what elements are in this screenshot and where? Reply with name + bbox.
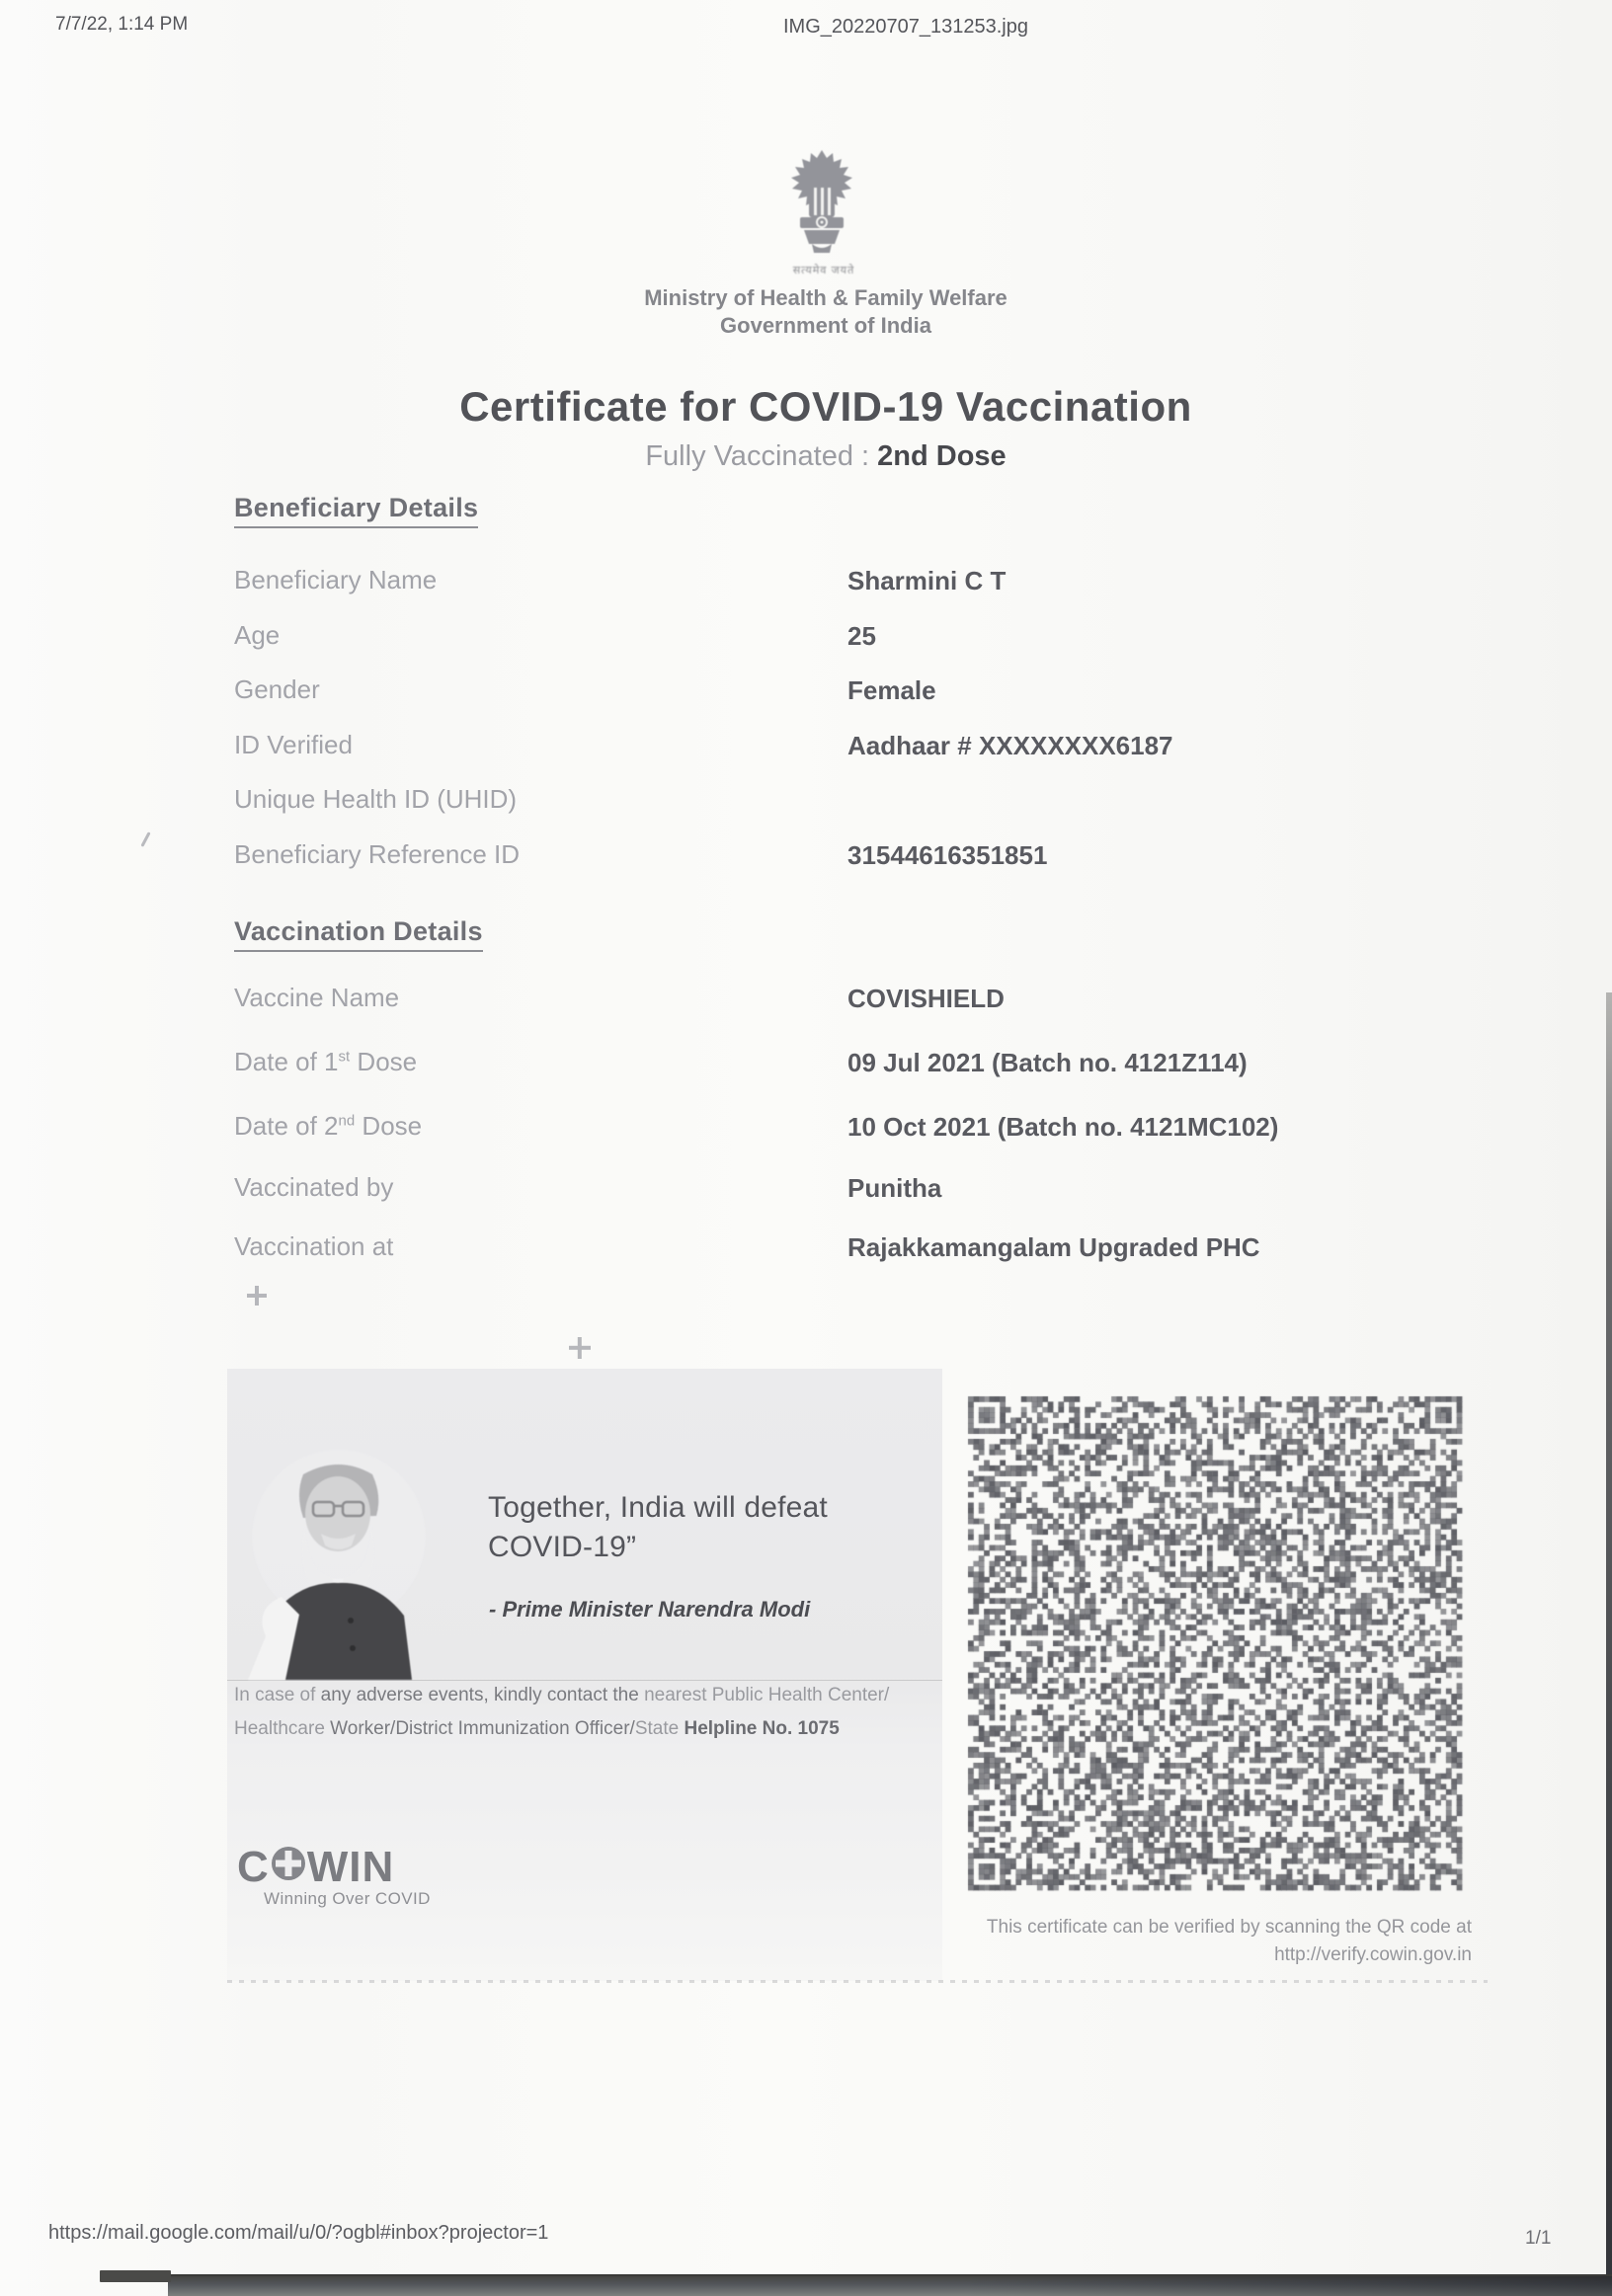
ordinal-sup: nd <box>338 1112 356 1130</box>
certificate-subtitle <box>645 440 1006 473</box>
qr-caption <box>958 1914 1472 1969</box>
card-bottom-edge <box>227 1980 1488 1983</box>
scan-edge-shade <box>168 2276 1612 2296</box>
label-date-2nd-dose <box>234 1111 422 1142</box>
pm-photo <box>234 1443 443 1680</box>
advisory-text: Healthcare <box>234 1718 331 1739</box>
print-page-number: 1/1 <box>1525 2228 1552 2249</box>
label-vaccinated-by: Vaccinated by <box>234 1172 394 1202</box>
banner-quote-line1: Together, India will defeat <box>488 1491 828 1524</box>
qr-code <box>958 1386 1472 1900</box>
scan-artifact <box>140 831 150 847</box>
value-date-2nd-dose: 10 Oct 2021 (Batch no. 4121MC102) <box>847 1112 1279 1142</box>
cowin-banner-card <box>227 1369 1488 1983</box>
qr-caption-line2: http://verify.cowin.gov.in <box>1274 1944 1472 1965</box>
emblem-motto: सत्यमेव जयते <box>792 265 855 277</box>
value-beneficiary-reference-id: 31544616351851 <box>847 840 1048 870</box>
label-beneficiary-reference-id: Beneficiary Reference ID <box>234 839 521 869</box>
scan-edge-right <box>1606 992 1612 2296</box>
certificate-title: Certificate for COVID-19 Vaccination <box>459 383 1192 430</box>
print-datetime: 7/7/22, 1:14 PM <box>55 14 189 35</box>
label-text: Date of 1 <box>234 1047 339 1076</box>
advisory-helpline: Helpline No. 1075 <box>684 1718 840 1739</box>
label-age: Age <box>234 620 281 650</box>
label-text: Date of 2 <box>234 1111 339 1141</box>
advisory-text: any adverse events, kindly contact the <box>320 1685 645 1705</box>
label-vaccine-name: Vaccine Name <box>234 983 400 1012</box>
registration-plus-icon <box>569 1337 591 1359</box>
banner-attribution: - Prime Minister Narendra Modi <box>489 1597 811 1622</box>
label-gender: Gender <box>234 674 320 704</box>
vaccination-details-heading: Vaccination Details <box>234 916 483 952</box>
globe-cross-bar <box>284 1851 291 1876</box>
scan-edge-bottom <box>168 2276 1612 2296</box>
banner-quote-line2: COVID-19” <box>488 1531 637 1563</box>
cowin-logo <box>237 1843 394 1892</box>
label-text: Dose <box>350 1047 418 1076</box>
advisory-text: State <box>634 1718 685 1739</box>
ministry-line-2: Government of India <box>720 313 931 338</box>
label-beneficiary-name: Beneficiary Name <box>234 565 438 594</box>
value-id-verified: Aadhaar # XXXXXXXX6187 <box>847 731 1173 760</box>
banner-left-panel <box>227 1369 942 1981</box>
label-vaccination-at: Vaccination at <box>234 1231 394 1261</box>
cowin-tagline: Winning Over COVID <box>264 1889 431 1908</box>
cowin-logo-text: C <box>237 1843 270 1891</box>
advisory-text: In case of <box>234 1685 321 1705</box>
print-footer-url: https://mail.google.com/mail/u/0/?ogbl#inbox?projector=1 <box>48 2222 549 2244</box>
advisory-text <box>234 1679 889 1746</box>
value-vaccine-name: COVISHIELD <box>847 984 1005 1013</box>
value-gender: Female <box>847 675 936 705</box>
cowin-logo-text: WIN <box>306 1843 395 1891</box>
advisory-text: nearest Public Health Center/ <box>644 1685 890 1705</box>
scan-edge-chip <box>100 2270 171 2282</box>
qr-caption-line1: This certificate can be verified by scanning the QR code at <box>986 1917 1472 1938</box>
label-date-1st-dose <box>234 1047 417 1077</box>
value-age: 25 <box>847 621 876 651</box>
cowin-globe-icon <box>272 1847 305 1880</box>
ministry-line-1: Ministry of Health & Family Welfare <box>644 285 1008 310</box>
emblem-of-india-icon <box>782 146 861 263</box>
label-uhid: Unique Health ID (UHID) <box>234 784 518 814</box>
print-filename: IMG_20220707_131253.jpg <box>783 16 1028 38</box>
label-text: Dose <box>355 1111 423 1141</box>
advisory-text: Worker/District Immunization Officer/ <box>330 1718 635 1739</box>
value-beneficiary-name: Sharmini C T <box>847 566 1007 595</box>
value-date-1st-dose: 09 Jul 2021 (Batch no. 4121Z114) <box>847 1048 1248 1077</box>
subtitle-dose: 2nd Dose <box>877 440 1007 472</box>
banner-photo-strip <box>227 1369 942 1681</box>
value-vaccinated-by: Punitha <box>847 1173 942 1203</box>
subtitle-prefix: Fully Vaccinated : <box>645 440 870 472</box>
label-id-verified: ID Verified <box>234 730 353 759</box>
registration-plus-icon <box>247 1286 267 1306</box>
beneficiary-details-heading: Beneficiary Details <box>234 493 478 528</box>
value-vaccination-at: Rajakkamangalam Upgraded PHC <box>847 1232 1260 1262</box>
ordinal-sup: st <box>338 1048 351 1066</box>
